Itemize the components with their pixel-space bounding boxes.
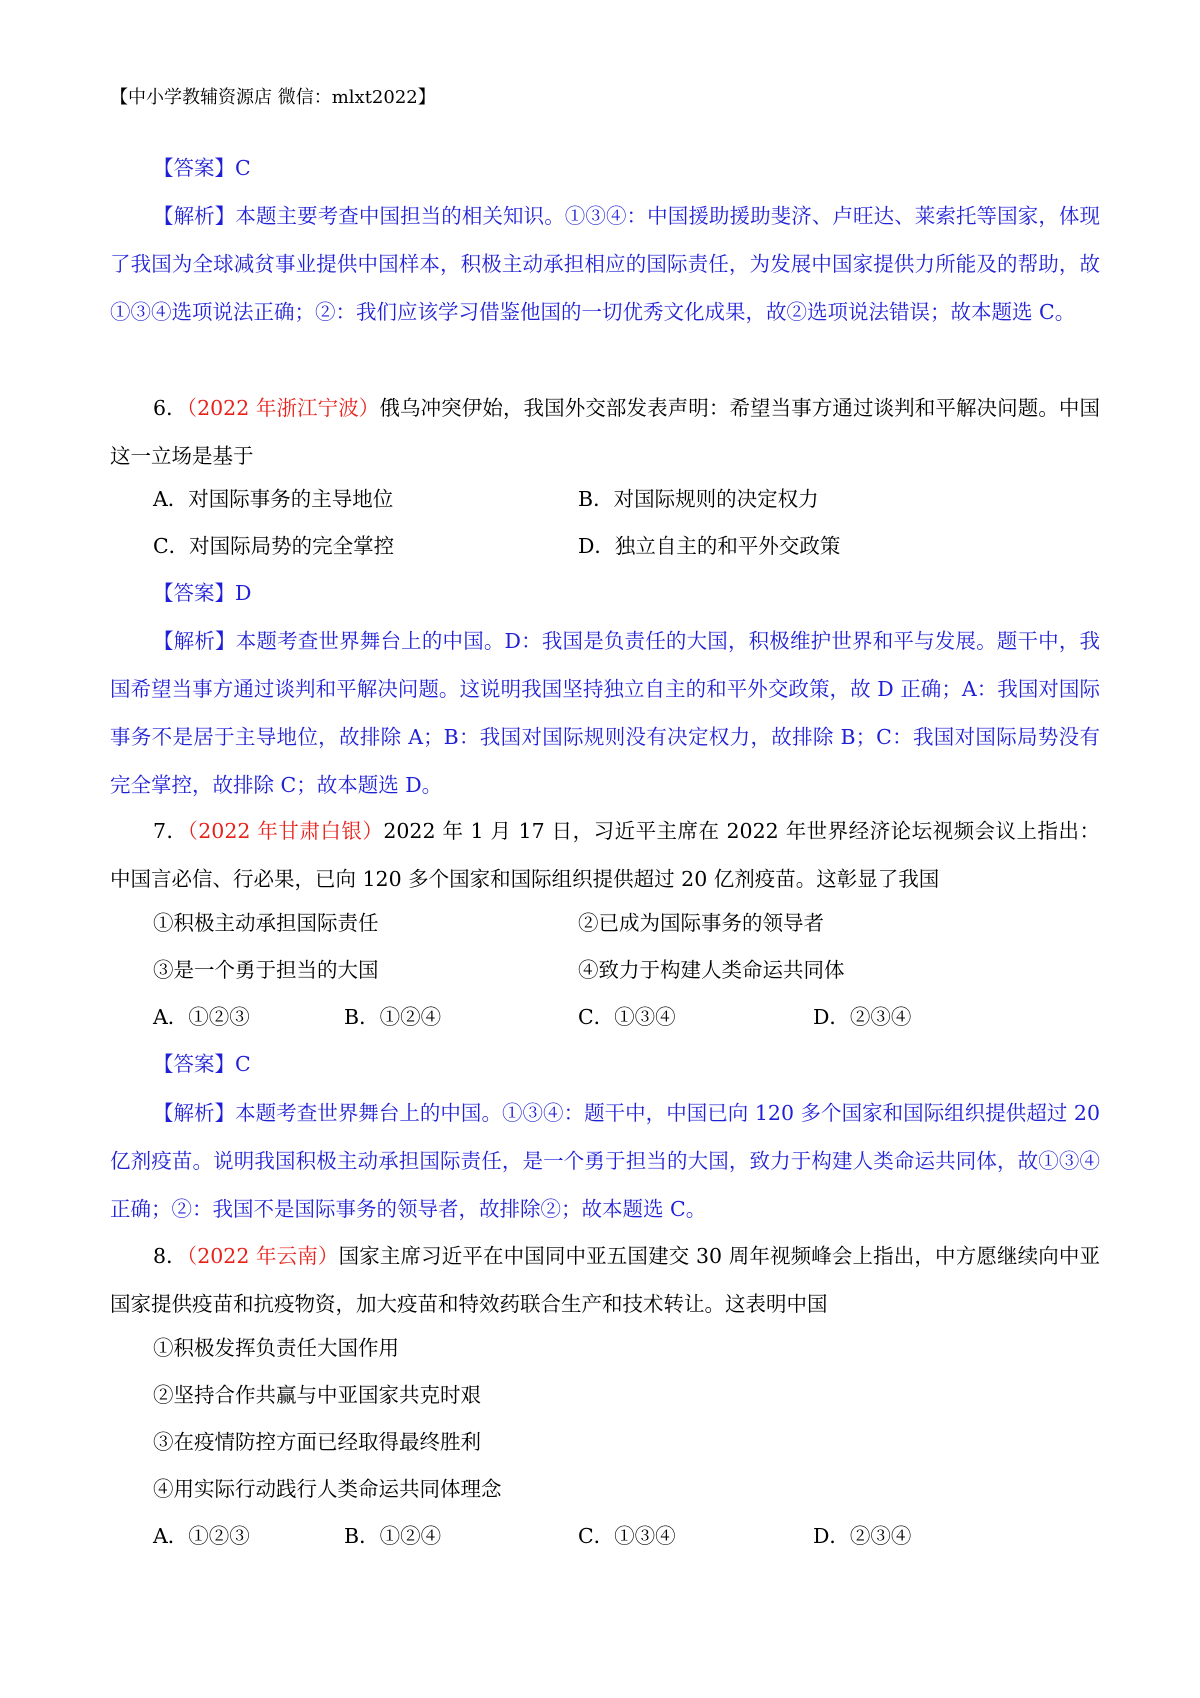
question-number: 6．	[153, 396, 187, 420]
answer-value: C	[235, 1052, 251, 1076]
q5-analysis	[110, 192, 1100, 336]
q6-stem	[110, 384, 1100, 480]
q8-option-b: B．①②④	[344, 1524, 442, 1548]
question-number: 7．	[153, 819, 188, 843]
q8-item-1: ①积极发挥负责任大国作用	[153, 1336, 399, 1360]
q6-option-d: D．独立自主的和平外交政策	[578, 534, 841, 558]
question-text: 国家主席习近平在中国同中亚五国建交 30 周年视频峰会上指出，中方愿继续向中亚国家提供疫苗和抗疫物资，加大疫苗和特效药联合生产和技术转让。这表明中国	[110, 1244, 1100, 1316]
q7-item-4: ④致力于构建人类命运共同体	[578, 958, 845, 982]
q8-item-3: ③在疫情防控方面已经取得最终胜利	[153, 1430, 481, 1454]
answer-value: D	[235, 581, 252, 605]
question-source: （2022 年云南）	[186, 1244, 339, 1268]
q7-option-c: C．①③④	[578, 1005, 676, 1029]
q7-answer	[153, 1049, 251, 1079]
q6-option-c: C．对国际局势的完全掌控	[153, 534, 395, 558]
q7-item-1: ①积极主动承担国际责任	[153, 911, 379, 935]
q7-option-b: B．①②④	[344, 1005, 442, 1029]
q7-analysis	[110, 1089, 1100, 1233]
answer-tag: 【答案】	[153, 581, 235, 605]
question-text: 俄乌冲突伊始，我国外交部发表声明：希望当事方通过谈判和平解决问题。中国这一立场是基于	[110, 396, 1101, 468]
question-source: （2022 年浙江宁波）	[186, 396, 380, 420]
question-number: 8．	[153, 1244, 187, 1268]
q7-option-d: D．②③④	[813, 1005, 912, 1029]
q6-option-b: B．对国际规则的决定权力	[578, 487, 819, 511]
watermark-header: 【中小学教辅资源店 微信：mlxt2022】	[110, 87, 436, 108]
q8-option-a: A．①②③	[153, 1524, 250, 1548]
analysis-tag: 【解析】	[153, 629, 236, 653]
question-text: 2022 年 1 月 17 日，习近平主席在 2022 年世界经济论坛视频会议上指出：中国言必信、行必果，已向 120 多个国家和国际组织提供超过 20 亿剂疫苗。这彰显了我国	[110, 819, 1100, 891]
analysis-tag: 【解析】	[153, 1101, 236, 1125]
q8-option-d: D．②③④	[813, 1524, 912, 1548]
analysis-text: 本题考查世界舞台上的中国。①③④：题干中，中国已向 120 多个国家和国际组织提供超过 20 亿剂疫苗。说明我国积极主动承担国际责任，是一个勇于担当的大国，致力于构建人类命运共同体，故①③④正确；②：我国不是国际事务的领导者，故排除②；故本题选 C。	[110, 1101, 1101, 1221]
q5-answer	[153, 153, 251, 183]
q8-stem	[110, 1232, 1100, 1328]
q8-item-2: ②坚持合作共赢与中亚国家共克时艰	[153, 1383, 481, 1407]
answer-tag: 【答案】	[153, 1052, 235, 1076]
question-source: （2022 年甘肃白银）	[187, 819, 384, 843]
q7-item-2: ②已成为国际事务的领导者	[578, 911, 824, 935]
q8-option-c: C．①③④	[578, 1524, 676, 1548]
analysis-tag: 【解析】	[153, 204, 236, 228]
q7-stem	[110, 807, 1100, 903]
q6-answer	[153, 578, 251, 608]
analysis-text: 本题主要考查中国担当的相关知识。①③④：中国援助援助斐济、卢旺达、莱索托等国家，体现了我国为全球减贫事业提供中国样本，积极主动承担相应的国际责任，为发展中国家提供力所能及的帮助，故①③④选项说法正确；②：我们应该学习借鉴他国的一切优秀文化成果，故②选项说法错误；故本题选 C。	[110, 204, 1101, 324]
analysis-text: 本题考查世界舞台上的中国。D：我国是负责任的大国，积极维护世界和平与发展。题干中，我国希望当事方通过谈判和平解决问题。这说明我国坚持独立自主的和平外交政策，故 D 正确；A：我国对国际事务不是居于主导地位，故排除 A；B：我国对国际规则没有决定权力，故排除 B；C：我国对国际局势没有完全掌控，故排除 C；故本题选 D。	[110, 629, 1100, 797]
q7-option-a: A．①②③	[153, 1005, 250, 1029]
q7-item-3: ③是一个勇于担当的大国	[153, 958, 379, 982]
q6-option-a: A．对国际事务的主导地位	[153, 487, 394, 511]
answer-tag: 【答案】	[153, 156, 235, 180]
q8-item-4: ④用实际行动践行人类命运共同体理念	[153, 1477, 502, 1501]
answer-value: C	[235, 156, 251, 180]
q6-analysis	[110, 617, 1100, 809]
